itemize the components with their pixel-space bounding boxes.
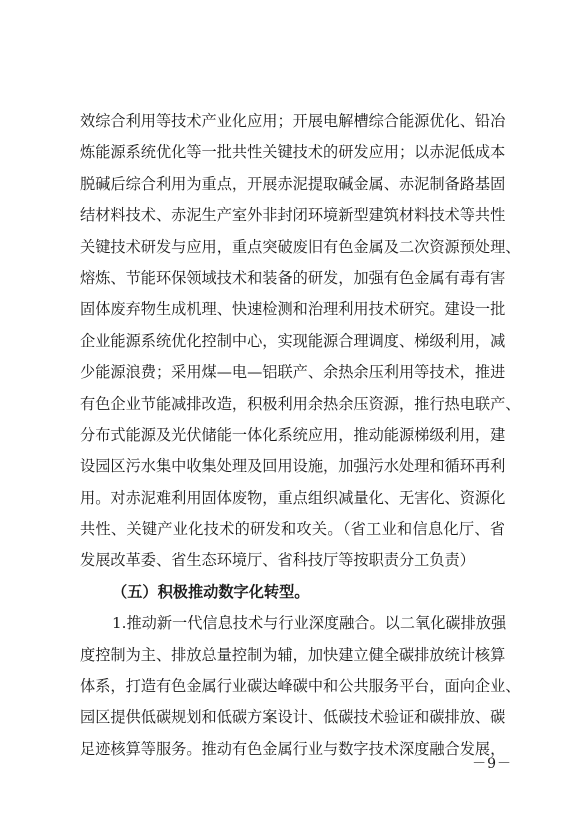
- text-line: 熔炼、节能环保领域技术和装备的研发，加强有色金属有毒有害: [80, 268, 506, 287]
- text-line: 效综合利用等技术产业化应用；开展电解槽综合能源优化、铅冶: [80, 112, 506, 130]
- body-text: [80, 106, 521, 765]
- text-line: 共性、关键产业化技术的研发和攻关。（省工业和信息化厅、省: [80, 520, 505, 539]
- text-line: 发展改革委、省生态环境厅、省科技厅等按职责分工负责）: [80, 551, 475, 570]
- text-line: 结材料技术、赤泥生产室外非封闭环境新型建筑材料技术等共性: [80, 206, 506, 225]
- section-heading: （五）积极推动数字化转型。: [112, 582, 310, 601]
- text-line: 关键技术研发与应用，重点突破废旧有色金属及二次资源预处理、: [80, 237, 521, 256]
- text-line: 设园区污水集中收集处理及回用设施，加强污水处理和循环再利: [80, 457, 506, 476]
- text-line: 体系，打造有色金属行业碳达峰碳中和公共服务平台，面向企业、: [80, 677, 521, 696]
- text-line: 度控制为主、排放总量控制为辅，加快建立健全碳排放统计核算: [80, 645, 506, 664]
- page-number: －9－: [472, 756, 512, 772]
- text-line: 1.推动新一代信息技术与行业深度融合。以二氧化碳排放强: [112, 614, 507, 633]
- text-line: 固体废弃物生成机理、快速检测和治理利用技术研究。建设一批: [80, 300, 506, 319]
- text-line: 企业能源系统优化控制中心，实现能源合理调度、梯级利用，减: [80, 331, 506, 350]
- text-line: 脱碱后综合利用为重点，开展赤泥提取碱金属、赤泥制备路基固: [80, 174, 506, 193]
- text-line: 少能源浪费；采用煤—电—铝联产、余热余压利用等技术，推进: [80, 363, 506, 382]
- text-line: 炼能源系统优化等一批共性关键技术的研发应用；以赤泥低成本: [80, 143, 506, 162]
- text-line: 足迹核算等服务。推动有色金属行业与数字技术深度融合发展，: [80, 739, 506, 758]
- text-line: 园区提供低碳规划和低碳方案设计、低碳技术验证和碳排放、碳: [80, 708, 506, 727]
- text-line: 用。对赤泥难利用固体废物，重点组织减量化、无害化、资源化: [80, 488, 506, 507]
- text-line: 有色企业节能减排改造，积极利用余热余压资源，推行热电联产、: [80, 394, 521, 413]
- text-line: 分布式能源及光伏储能一体化系统应用，推动能源梯级利用，建: [80, 425, 506, 444]
